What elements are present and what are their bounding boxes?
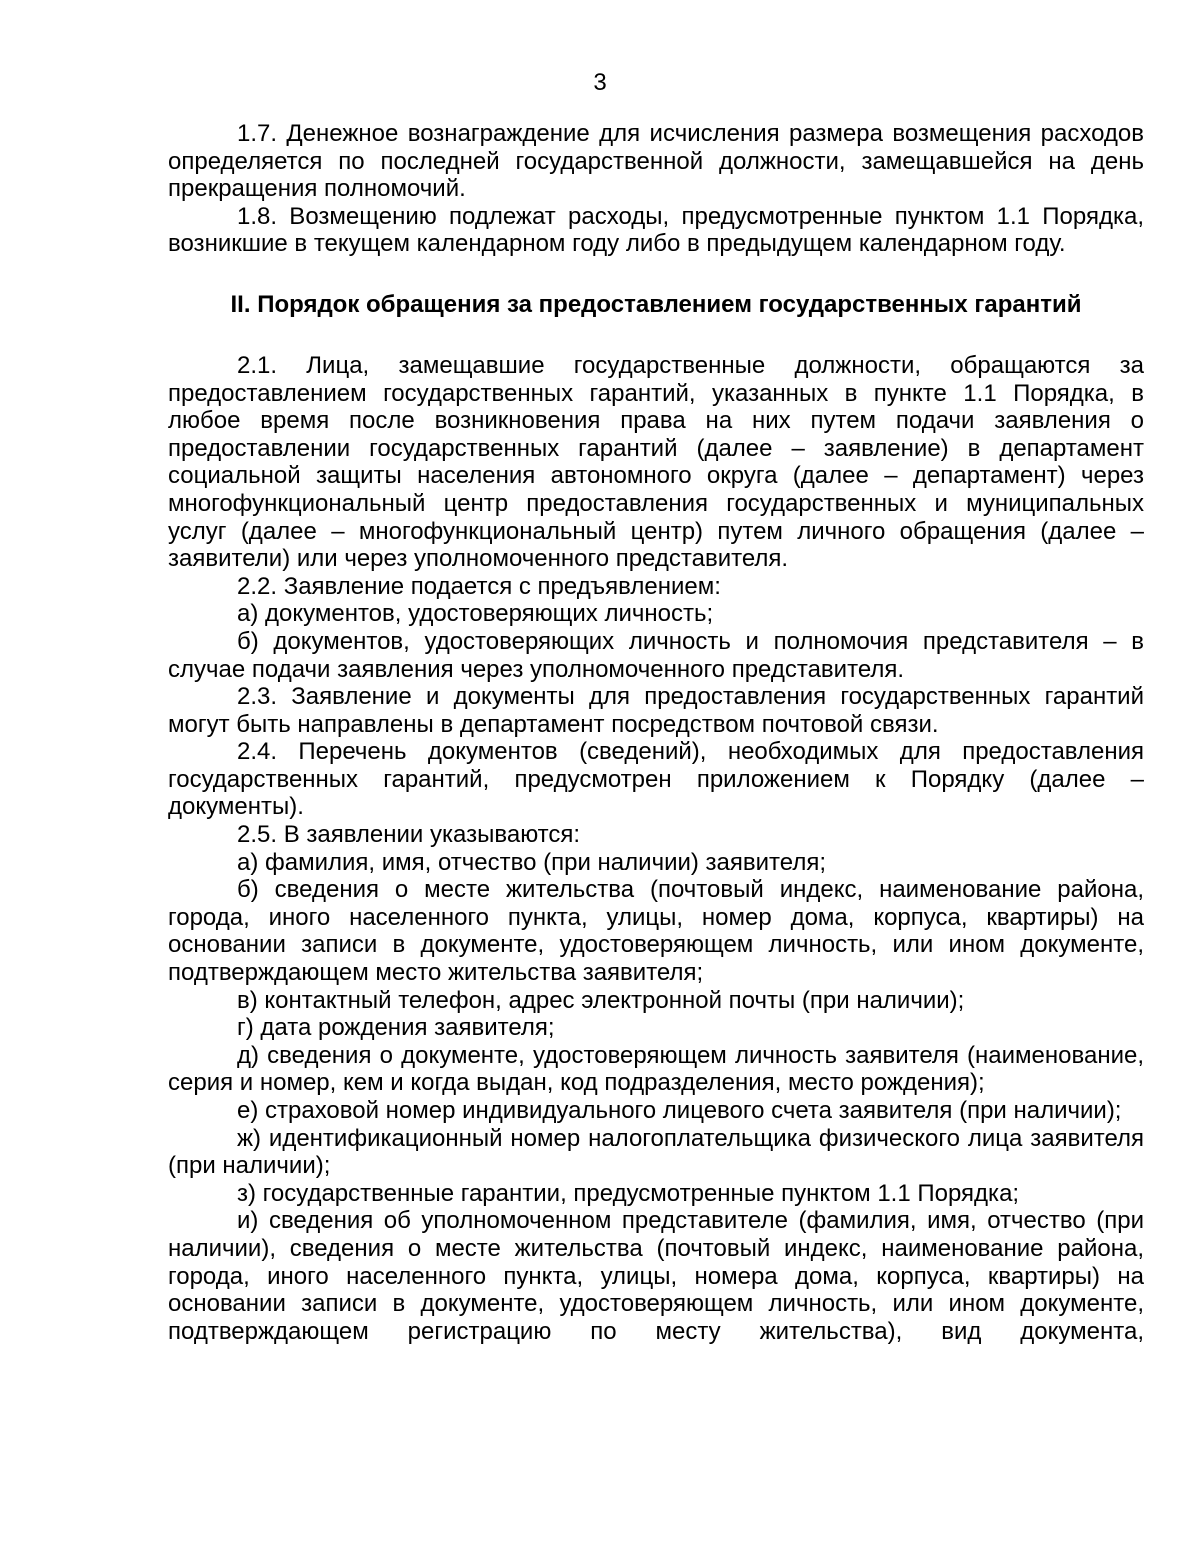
- paragraph: 2.1. Лица, замещавшие государственные должности, обращаются за предоставлением государственных гарантий, указанных в пункте 1.1 Порядка, в любое время после возникновения права на них путем подачи заявления о предоставлении государственных гарантий (далее – заявление) в департамент социальной защиты населения автономного округа (далее – департамент) через многофункциональный центр предоставления государственных и муниципальных услуг (далее – многофункциональный центр) путем личного обращения (далее – заявители) или через уполномоченного представителя.: [168, 351, 1144, 573]
- paragraph: 2.3. Заявление и документы для предоставления государственных гарантий могут быть направлены в департамент посредством почтовой связи.: [168, 683, 1144, 738]
- paragraph: 2.5. В заявлении указываются:: [237, 821, 581, 849]
- paragraph: б) документов, удостоверяющих личность и полномочия представителя – в случае подачи заявления через уполномоченного представителя.: [168, 627, 1144, 683]
- page-number: 3: [593, 69, 607, 96]
- document-body: [168, 120, 1144, 1345]
- section-heading: II. Порядок обращения за предоставлением государственных гарантий: [230, 290, 1082, 318]
- paragraph: е) страховой номер индивидуального лицевого счета заявителя (при наличии);: [237, 1097, 1122, 1124]
- paragraph: а) документов, удостоверяющих личность;: [237, 600, 714, 628]
- paragraph: 1.7. Денежное вознаграждение для исчисления размера возмещения расходов определяется по последней государственной должности, замещавшейся на день прекращения полномочий.: [168, 120, 1144, 203]
- paragraph: 2.4. Перечень документов (сведений), необходимых для предоставления государственных гарантий, предусмотрен приложением к Порядку (далее – документы).: [168, 738, 1144, 821]
- paragraph: г) дата рождения заявителя;: [237, 1014, 555, 1042]
- paragraph: и) сведения об уполномоченном представителе (фамилия, имя, отчество (при наличии), сведения о месте жительства (почтовый индекс, наименование района, города, иного населенного пункта, улицы, номера дома, корпуса, квартиры) на основании записи в документе, удостоверяющем личность, или ином документе, подтверждающем регистрацию по месту жительства), вид документа,: [168, 1207, 1144, 1345]
- paragraph: д) сведения о документе, удостоверяющем личность заявителя (наименование, серия и номер, кем и когда выдан, код подразделения, место рождения);: [168, 1041, 1144, 1097]
- paragraph: б) сведения о месте жительства (почтовый индекс, наименование района, города, иного населенного пункта, улицы, номер дома, корпуса, квартиры) на основании записи в документе, удостоверяющем личность, или ином документе, подтверждающем место жительства заявителя;: [168, 876, 1144, 987]
- paragraph: а) фамилия, имя, отчество (при наличии) заявителя;: [237, 848, 826, 876]
- paragraph: 2.2. Заявление подается с предъявлением:: [237, 572, 721, 600]
- paragraph: ж) идентификационный номер налогоплательщика физического лица заявителя (при наличии);: [168, 1124, 1144, 1180]
- paragraph: в) контактный телефон, адрес электронной почты (при наличии);: [237, 986, 965, 1014]
- paragraph: з) государственные гарантии, предусмотренные пунктом 1.1 Порядка;: [237, 1179, 1020, 1207]
- paragraph: 1.8. Возмещению подлежат расходы, предусмотренные пунктом 1.1 Порядка, возникшие в текущем календарном году либо в предыдущем календарном году.: [168, 202, 1144, 258]
